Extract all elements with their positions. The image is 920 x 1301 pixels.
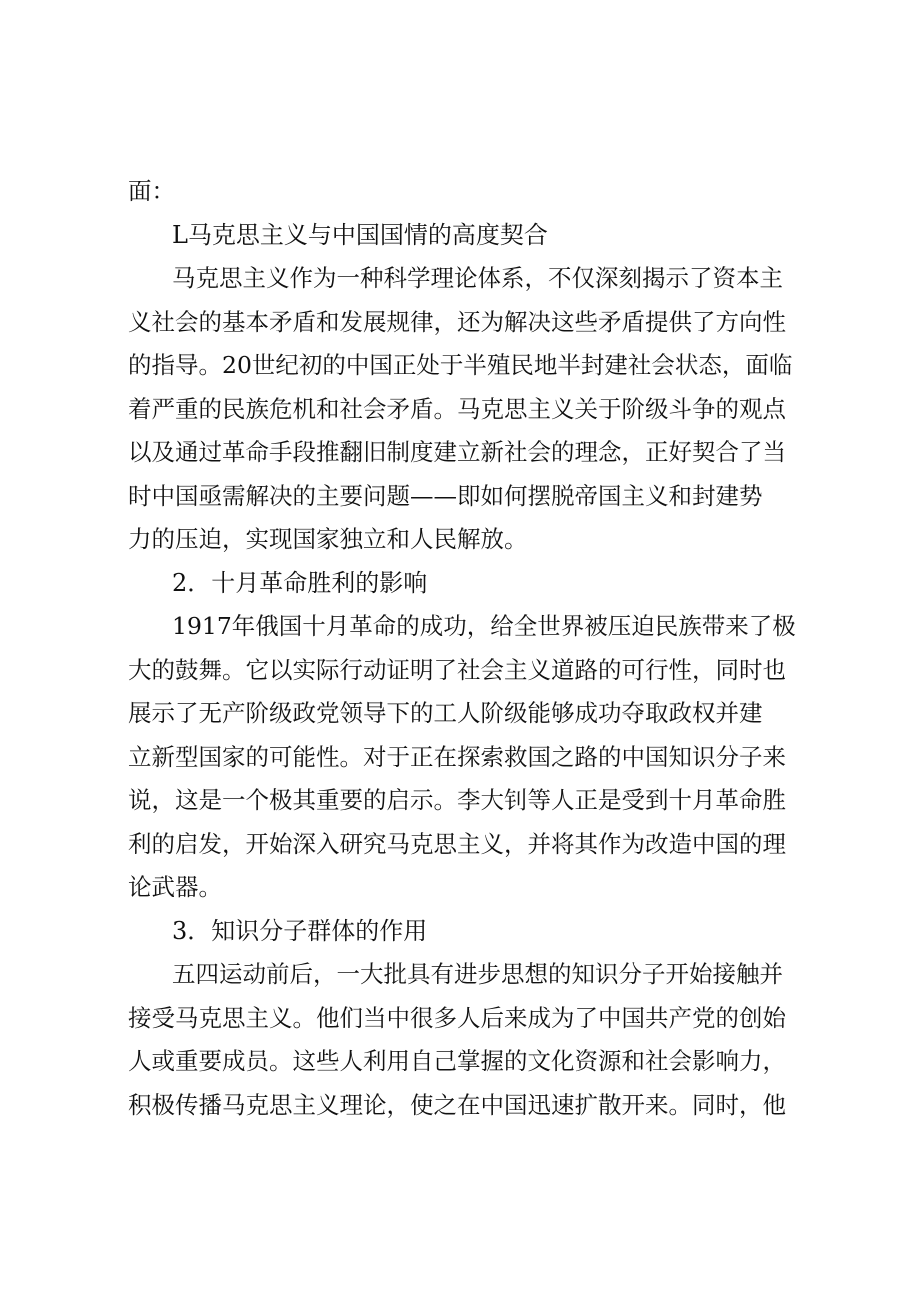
paragraph-line: 积极传播马克思主义理论，使之在中国迅速扩散开来。同时，他	[128, 1090, 786, 1119]
document-body	[128, 170, 808, 1127]
paragraph-line: 的指导。20世纪初的中国正处于半殖民地半封建社会状态，面临	[128, 351, 793, 379]
paragraph-line: 以及通过革命手段推翻旧制度建立新社会的理念，正好契合了当	[128, 438, 786, 466]
paragraph-line: 利的启发，开始深入研究马克思主义，并将其作为改造中国的理	[128, 829, 786, 858]
paragraph-line: 时中国亟需解决的主要问题——即如何摆脱帝国主义和封建势	[128, 481, 763, 510]
paragraph-line: 1917年俄国十月革命的成功，给全世界被压迫民族带来了极	[172, 612, 796, 640]
paragraph-line: 接受马克思主义。他们当中很多人后来成为了中国共产党的创始	[128, 1003, 786, 1032]
paragraph-line: 马克思主义作为一种科学理论体系，不仅深刻揭示了资本主	[172, 264, 783, 292]
paragraph-line: 大的鼓舞。它以实际行动证明了社会主义道路的可行性，同时也	[128, 655, 786, 684]
paragraph-line: 立新型国家的可能性。对于正在探索救国之路的中国知识分子来	[128, 742, 786, 771]
paragraph-line: 说，这是一个极其重要的启示。李大钊等人正是受到十月革命胜	[128, 786, 786, 814]
section-heading-1: L马克思主义与中国国情的高度契合	[172, 220, 548, 249]
paragraph-line: 力的压迫，实现国家独立和人民解放。	[128, 525, 528, 553]
paragraph-line: 人或重要成员。这些人利用自己掌握的文化资源和社会影响力，	[128, 1047, 786, 1075]
section-heading-3: 3．知识分子群体的作用	[172, 916, 428, 945]
paragraph-line: 展示了无产阶级政党领导下的工人阶级能够成功夺取政权并建	[128, 699, 763, 727]
paragraph-line: 五四运动前后，一大批具有进步思想的知识分子开始接触并	[172, 960, 783, 988]
text-line: 面：	[128, 177, 175, 205]
paragraph-line: 义社会的基本矛盾和发展规律，还为解决这些矛盾提供了方向性	[128, 307, 786, 336]
paragraph-line: 论武器。	[128, 873, 222, 901]
section-heading-2: 2．十月革命胜利的影响	[172, 568, 428, 597]
paragraph-line: 着严重的民族危机和社会矛盾。马克思主义关于阶级斗争的观点	[128, 394, 786, 423]
